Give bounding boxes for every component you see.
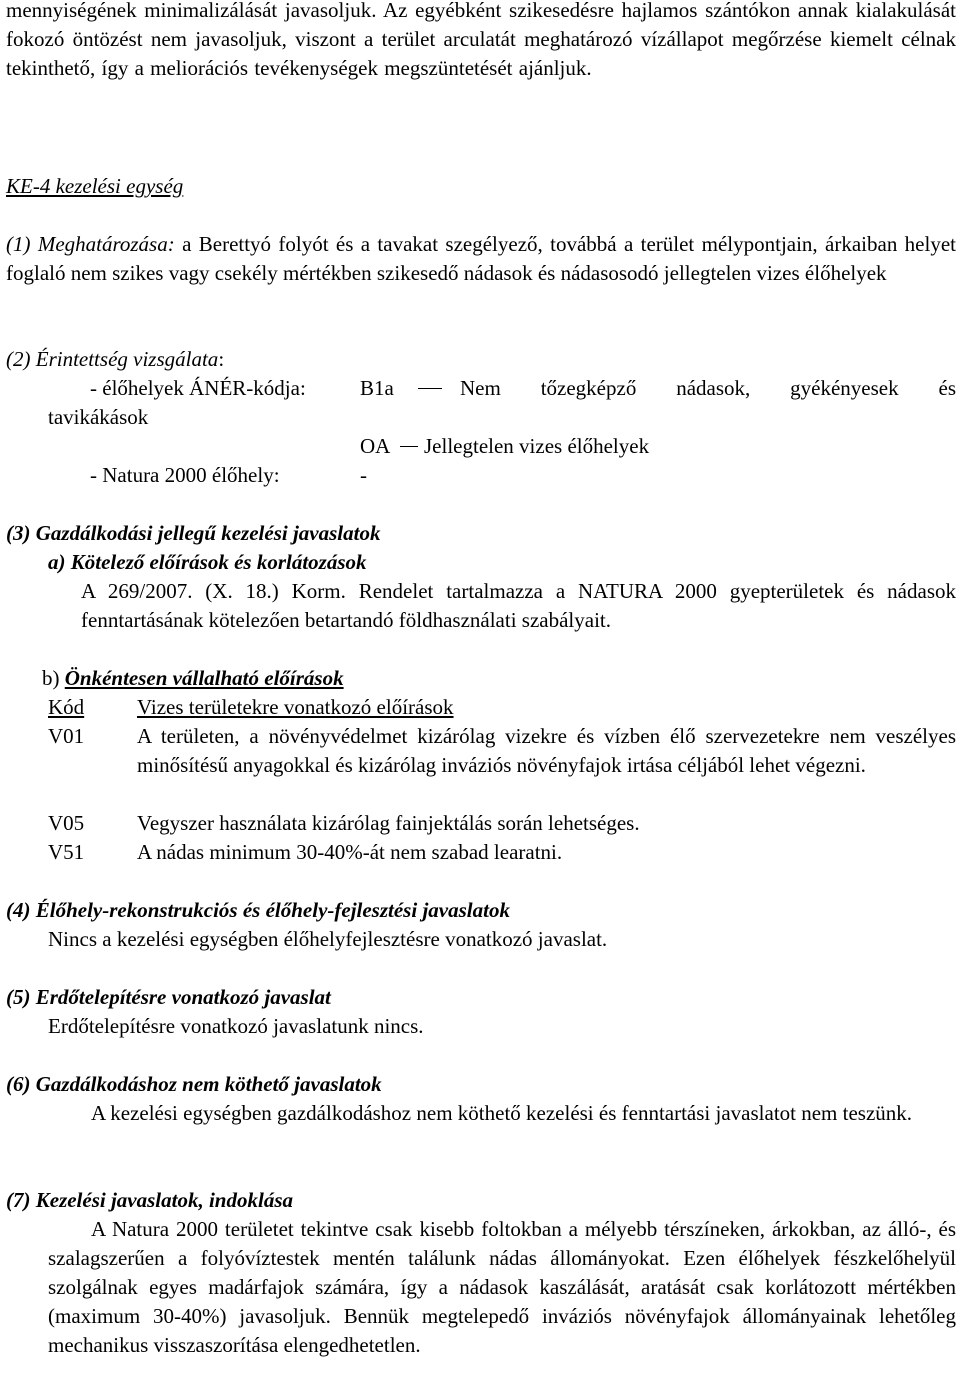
rule-text: Vegyszer használata kizárólag fainjektálás során lehetséges. (137, 811, 640, 835)
section-2-colon: : (218, 347, 225, 371)
column-header-code: Kód (48, 695, 85, 719)
section-4-title: (4) Élőhely-rekonstrukciós és élőhely-fejlesztési javaslatok (6, 898, 510, 922)
section-3b-heading (42, 664, 344, 693)
oa-code: OA (360, 434, 391, 458)
rule-text: A területen, a növényvédelmet kizárólag vizekre és vízben élő szervezetekre nem veszélyes minősítésű anyagokkal és kizárólag inváziós növényfajok irtása céljából lehet végezni. (137, 724, 956, 777)
b1a-dash (418, 388, 442, 389)
section-3b-prefix: b) (42, 666, 60, 690)
section-2-label: (2) Érintettség vizsgálata (6, 347, 219, 371)
section-1-paragraph (6, 230, 956, 288)
natura-label: - Natura 2000 élőhely: (90, 463, 280, 487)
section-6-title: (6) Gazdálkodáshoz nem köthető javaslatok (6, 1072, 382, 1096)
b1a-code: B1a (360, 376, 394, 400)
section-6-text: A kezelési egységben gazdálkodáshoz nem köthető kezelési és fenntartási javaslatot nem teszünk. (91, 1101, 913, 1125)
section-1-text: a Berettyó folyót és a tavakat szegélyező, továbbá a terület mélypontjain, árkaiban helyet foglaló nem szikes vagy csekély mértékben szikesedő nádasok és nádasosodó jellegtelen vizes élőhelyek (6, 232, 956, 285)
section-1-label: (1) Meghatározása: (6, 232, 175, 256)
oa-dash (400, 446, 418, 447)
section-3a-text: A 269/2007. (X. 18.) Korm. Rendelet tartalmazza a NATURA 2000 gyepterületek és nádasok fenntartásának kötelezően betartandó földhasználati szabályait. (81, 579, 956, 632)
column-header-description: Vizes területekre vonatkozó előírások (137, 695, 454, 719)
rule-code: V51 (48, 840, 85, 864)
oa-text: Jellegtelen vizes élőhelyek (424, 434, 650, 458)
section-5-title: (5) Erdőtelepítésre vonatkozó javaslat (6, 985, 331, 1009)
b1a-text-line1: Nem tőzegképző nádasok, gyékényesek és (460, 376, 956, 400)
rule-code: V05 (48, 811, 85, 835)
rule-text: A nádas minimum 30-40%-át nem szabad learatni. (137, 840, 563, 864)
intro-paragraph: mennyiségének minimalizálását javasoljuk. Az egyébként szikesedésre hajlamos szántókon annak kialakulását fokozó öntözést nem javasoljuk, viszont a terület arculatát meghatározó vízállapot megőrzése kiemelt célnak tekinthető, így a meliorációs tevékenységek megszüntetését ajánljuk. (6, 0, 956, 80)
natura-value: - (360, 463, 367, 487)
b1a-text-line2: tavikákások (48, 405, 149, 429)
section-3b-title: Önkéntesen vállalható előírások (64, 666, 344, 690)
section-5-text: Erdőtelepítésre vonatkozó javaslatunk nincs. (48, 1014, 424, 1038)
section-3a-heading (48, 548, 367, 577)
rule-code: V01 (48, 724, 85, 748)
aner-label: - élőhelyek ÁNÉR-kódja: (90, 376, 306, 400)
section-3a-title: Kötelező előírások és korlátozások (70, 550, 367, 574)
unit-title: KE-4 kezelési egység (6, 174, 184, 198)
section-7-title: (7) Kezelési javaslatok, indoklása (6, 1188, 293, 1212)
section-3a-prefix: a) (48, 550, 66, 574)
section-7-text: A Natura 2000 területet tekintve csak kisebb foltokban a mélyebb térszíneken, árkokban, az álló-, és szalagszerűen a folyóvíztestek mentén találunk nádas állományokat. Ezen élőhelyek fészkelőhelyül szolgálnak egyes madárfajok számára, így a nádasok kaszálását, aratását csak korlátozott mértékben (maximum 30-40%) javasoljuk. Bennük megtelepedő inváziós növényfajok állományainak lehetőleg mechanikus visszaszorítása elengedhetetlen. (48, 1217, 956, 1357)
section-2-heading (6, 345, 224, 374)
section-3-title: (3) Gazdálkodási jellegű kezelési javaslatok (6, 521, 381, 545)
section-4-text: Nincs a kezelési egységben élőhelyfejlesztésre vonatkozó javaslat. (48, 927, 608, 951)
